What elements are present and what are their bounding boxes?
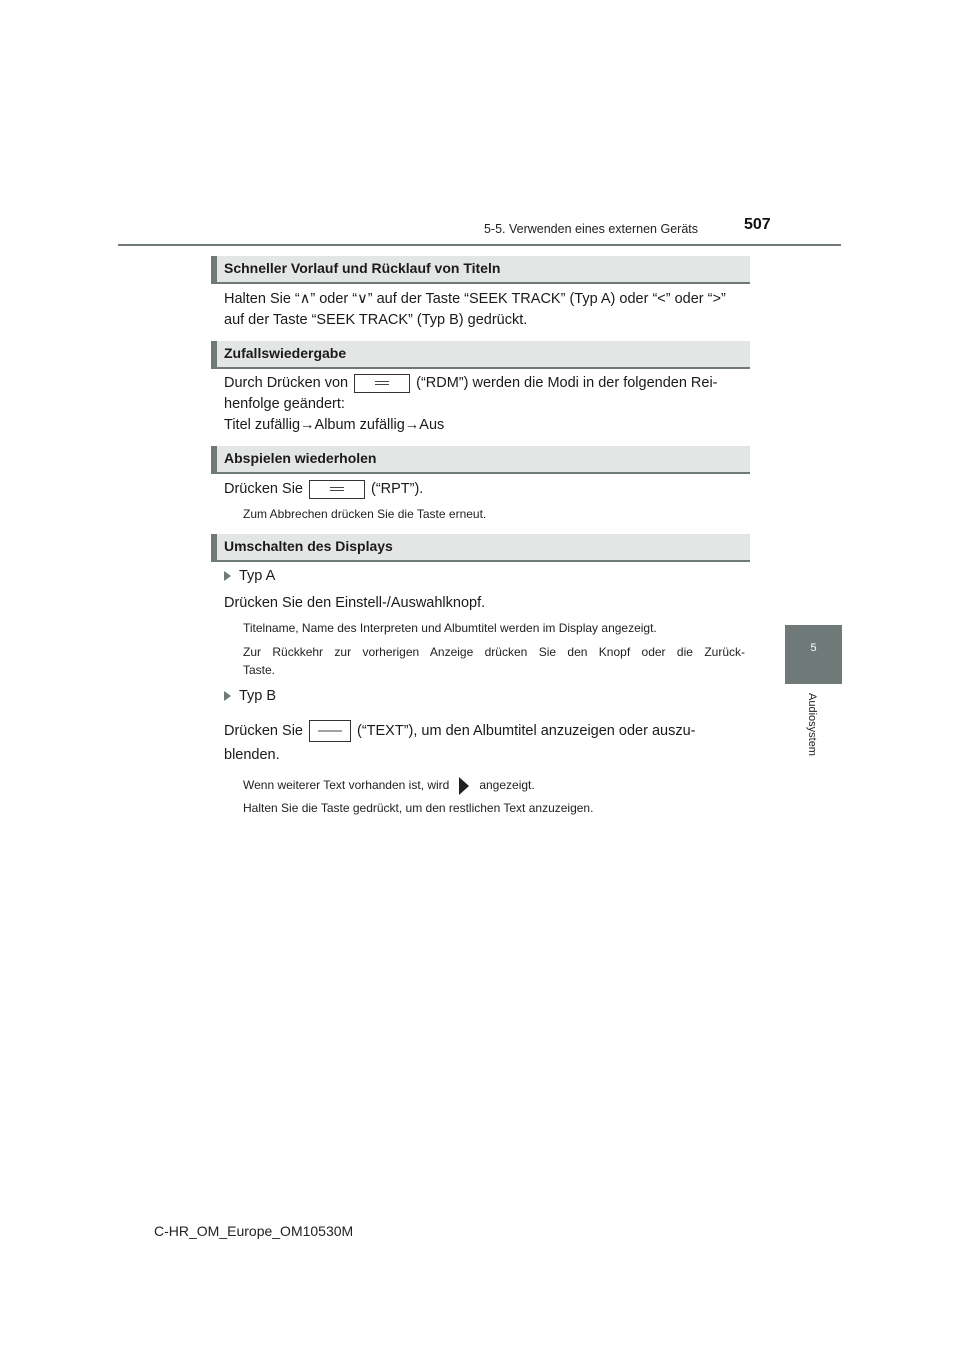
type-b-line1 [224, 720, 744, 742]
type-b-heading [224, 686, 276, 707]
random-line3: Titel zufällig→Album zufällig→Aus [224, 417, 445, 433]
type-a-note1: Titelname, Name des Interpreten und Albumtitel werden im Display angezeigt. [243, 621, 657, 635]
header-divider [118, 244, 841, 246]
chapter-number: 5 [810, 642, 817, 654]
fast-forward-line1: Halten Sie “∧” oder “∨” auf der Taste “SEEK TRACK” (Typ A) oder “<” oder “>” [224, 291, 726, 307]
random-line1 [224, 373, 744, 394]
type-a-heading [224, 566, 275, 587]
page-number: 507 [744, 216, 771, 233]
chapter-label: Audiosystem [806, 693, 818, 756]
rdm-button-icon [354, 374, 410, 393]
section-title: Schneller Vorlauf und Rücklauf von Titeln [224, 260, 501, 276]
header-section-title: 5-5. Verwenden eines externen Geräts [483, 222, 698, 236]
text-button-icon [309, 720, 351, 742]
type-a-text: Drücken Sie den Einstell-/Auswahlknopf. [224, 595, 486, 611]
repeat-post: (“RPT”). [370, 481, 424, 497]
type-b-line2: blenden. [224, 747, 280, 763]
section-header-fast-forward [211, 256, 750, 284]
section-title: Zufallswiedergabe [224, 345, 347, 361]
type-a-note2b: Taste. [243, 663, 276, 677]
triangle-bullet-icon [224, 571, 231, 581]
random-line2: henfolge geändert: [224, 396, 345, 412]
type-a-label: Typ A [239, 568, 276, 584]
section-title: Abspielen wiederholen [224, 450, 377, 466]
section-header-random [211, 341, 750, 369]
type-b-note1 [243, 776, 535, 795]
type-b-note1-post: angezeigt. [479, 778, 535, 792]
repeat-line1 [224, 479, 423, 500]
rpt-button-icon [309, 480, 365, 499]
type-b-post: (“TEXT”), um den Albumtitel anzuzeigen oder auszu- [356, 722, 696, 739]
type-b-label: Typ B [239, 688, 277, 704]
chapter-tab [785, 625, 842, 684]
section-header-repeat [211, 446, 750, 474]
more-text-arrow-icon [459, 777, 469, 795]
triangle-bullet-icon [224, 691, 231, 701]
random-pre: Durch Drücken von [224, 375, 349, 391]
type-b-note1-pre: Wenn weiterer Text vorhanden ist, wird [243, 778, 450, 792]
type-b-note2: Halten Sie die Taste gedrückt, um den restlichen Text anzuzeigen. [243, 801, 594, 815]
random-post: (“RDM”) werden die Modi in der folgenden Rei- [416, 375, 718, 391]
type-b-pre: Drücken Sie [224, 722, 303, 739]
repeat-pre: Drücken Sie [224, 481, 303, 497]
type-a-note2a: Zur Rückkehr zur vorherigen Anzeige drücken Sie den Knopf oder die Zurück- [243, 645, 745, 659]
repeat-note: Zum Abbrechen drücken Sie die Taste erneut. [243, 507, 487, 521]
section-title: Umschalten des Displays [224, 538, 393, 554]
section-header-display [211, 534, 750, 562]
fast-forward-line2: auf der Taste “SEEK TRACK” (Typ B) gedrückt. [224, 312, 528, 328]
footer-doc-id: C-HR_OM_Europe_OM10530M [154, 1223, 354, 1239]
